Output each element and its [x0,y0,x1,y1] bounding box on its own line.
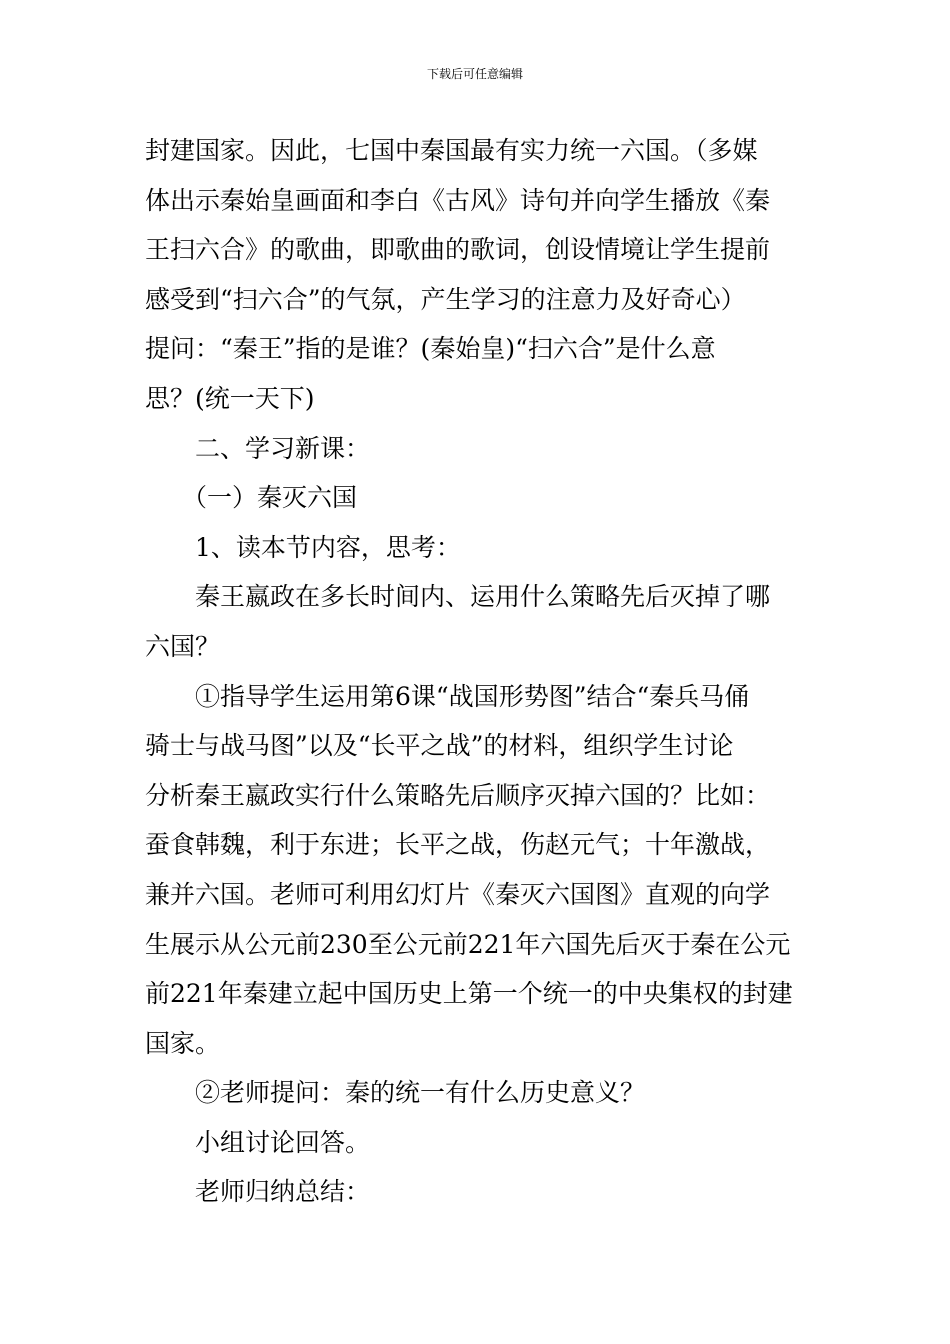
text-line: 前221年秦建立起中国历史上第一个统一的中央集权的封建 [145,979,793,1009]
document-body [145,126,810,1217]
text-line: 思？(统一天下) [145,383,315,413]
text-line: 国家。 [145,1028,221,1058]
text-line: 兼并六国。老师可利用幻灯片《秦灭六国图》直观的向学 [145,879,771,909]
text-line: 骑士与战马图”以及“长平之战”的材料，组织学生讨论 [145,731,734,761]
text-line: 感受到“扫六合”的气氛，产生学习的注意力及好奇心） [145,284,746,314]
text-line: ①指导学生运用第6课“战国形势图”结合“秦兵马俑 [195,681,750,711]
subsection-heading: （一）秦灭六国 [182,483,358,513]
text-line: 秦王嬴政在多长时间内、运用什么策略先后灭掉了哪 [195,582,771,612]
text-line: 生展示从公元前230至公元前221年六国先后灭于秦在公元 [145,929,791,959]
text-line: 1、读本节内容，思考： [195,532,461,562]
text-line: 小组讨论回答。 [195,1127,371,1157]
text-line: 封建国家。因此，七国中秦国最有实力统一六国。（多媒 [145,136,758,165]
section-heading: 二、学习新课： [195,433,371,463]
text-line: 体出示秦始皇画面和李白《古风》诗句并向学生播放《秦 [145,185,771,215]
text-line: 分析秦王嬴政实行什么策略先后顺序灭掉六国的？比如： [145,780,771,810]
text-line: 提问：“秦王”指的是谁？(秦始皇)“扫六合”是什么意 [145,334,716,364]
text-line: ②老师提问：秦的统一有什么历史意义？ [195,1078,646,1108]
text-line: 六国？ [145,631,221,661]
text-line: 蚕食韩魏，利于东进；长平之战，伤赵元气；十年激战， [145,830,771,860]
text-line: 王扫六合》的歌曲，即歌曲的歌词，创设情境让学生提前 [145,235,771,265]
text-line: 老师归纳总结： [195,1177,371,1207]
page-header: 下载后可任意编辑 [426,67,523,81]
